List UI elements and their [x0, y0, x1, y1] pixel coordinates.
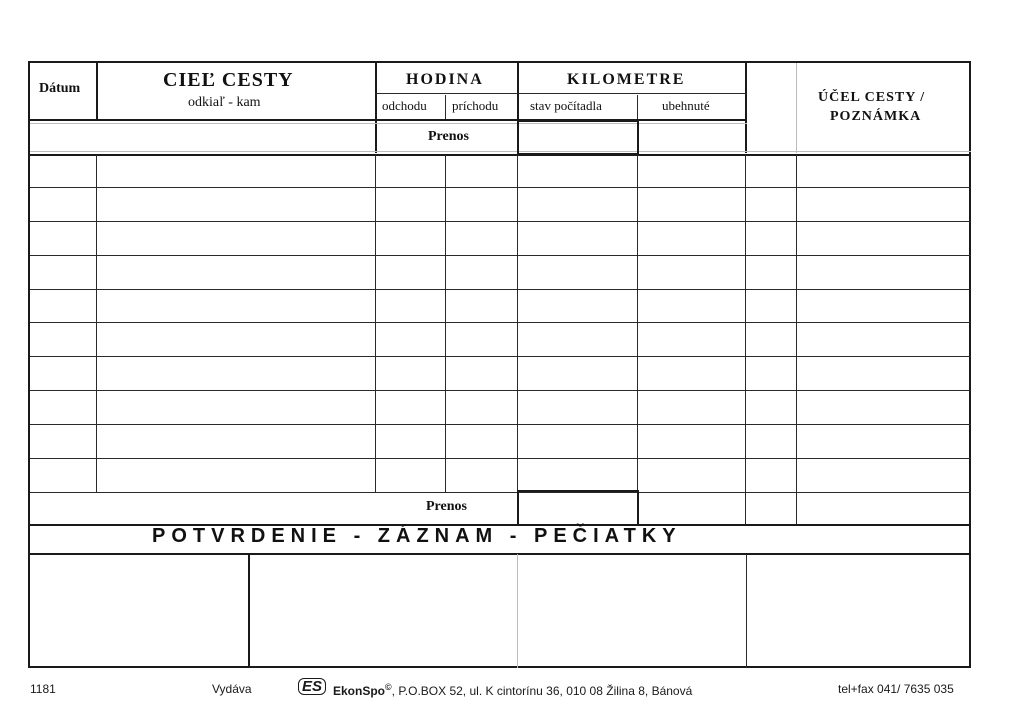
divider — [30, 123, 747, 124]
column-header-hour: HODINA — [406, 71, 484, 88]
grid-row-line — [30, 390, 971, 391]
grid-row-line — [30, 492, 971, 493]
divider — [375, 93, 747, 94]
grid-line — [445, 155, 446, 493]
divider — [796, 63, 797, 153]
form-number: 1181 — [30, 682, 56, 696]
column-header-date: Dátum — [39, 81, 81, 96]
grid-row-line — [30, 356, 971, 357]
column-subheader-traveled: ubehnuté — [662, 98, 710, 113]
carryover-box-bottom[interactable] — [517, 490, 639, 526]
column-subheader-from-to: odkiaľ - kam — [188, 95, 261, 110]
publisher-name: EkonSpo©, P.O.BOX 52, ul. K cintorínu 36, 010 08 Žilina 8, Bánová — [333, 682, 693, 698]
column-subheader-arrival: príchodu — [452, 98, 499, 113]
grid-line — [96, 155, 97, 493]
grid-row-line — [30, 187, 971, 188]
travel-log-form — [28, 61, 971, 668]
ekonspo-logo-icon: ES — [298, 678, 326, 695]
confirmation-title: POTVRDENIE - ZÁZNAM - PEČIATKY — [152, 525, 682, 547]
carryover-label-bottom: Prenos — [426, 499, 467, 514]
divider — [745, 63, 747, 153]
divider — [96, 63, 98, 121]
column-header-purpose: ÚČEL CESTY / — [818, 90, 926, 105]
column-header-kilometers: KILOMETRE — [567, 71, 686, 88]
grid-row-line — [30, 424, 971, 425]
divider — [30, 154, 971, 156]
grid-line — [375, 155, 376, 493]
column-subheader-odometer: stav počítadla — [530, 98, 602, 113]
stamp-divider — [517, 554, 518, 668]
stamp-divider — [248, 554, 250, 668]
stamp-divider — [746, 554, 747, 668]
grid-line — [517, 155, 518, 526]
column-header-note: POZNÁMKA — [830, 109, 922, 124]
grid-row-line — [30, 221, 971, 222]
publisher-phone: tel+fax 041/ 7635 035 — [838, 682, 954, 696]
carryover-label-top: Prenos — [428, 129, 469, 144]
grid-row-line — [30, 322, 971, 323]
divider — [375, 63, 377, 153]
column-header-destination: CIEĽ CESTY — [163, 69, 294, 91]
divider — [30, 119, 747, 121]
column-subheader-departure: odchodu — [382, 98, 427, 113]
grid-row-line — [30, 458, 971, 459]
published-by-label: Vydáva — [212, 682, 252, 696]
grid-row-line — [30, 255, 971, 256]
carryover-box-top[interactable] — [517, 120, 639, 155]
divider — [30, 151, 971, 152]
grid-line — [745, 155, 746, 526]
divider — [637, 95, 638, 121]
grid-line — [637, 155, 638, 526]
grid-line — [796, 155, 797, 526]
section-divider — [30, 553, 971, 555]
grid-row-line — [30, 289, 971, 290]
divider — [445, 95, 446, 121]
